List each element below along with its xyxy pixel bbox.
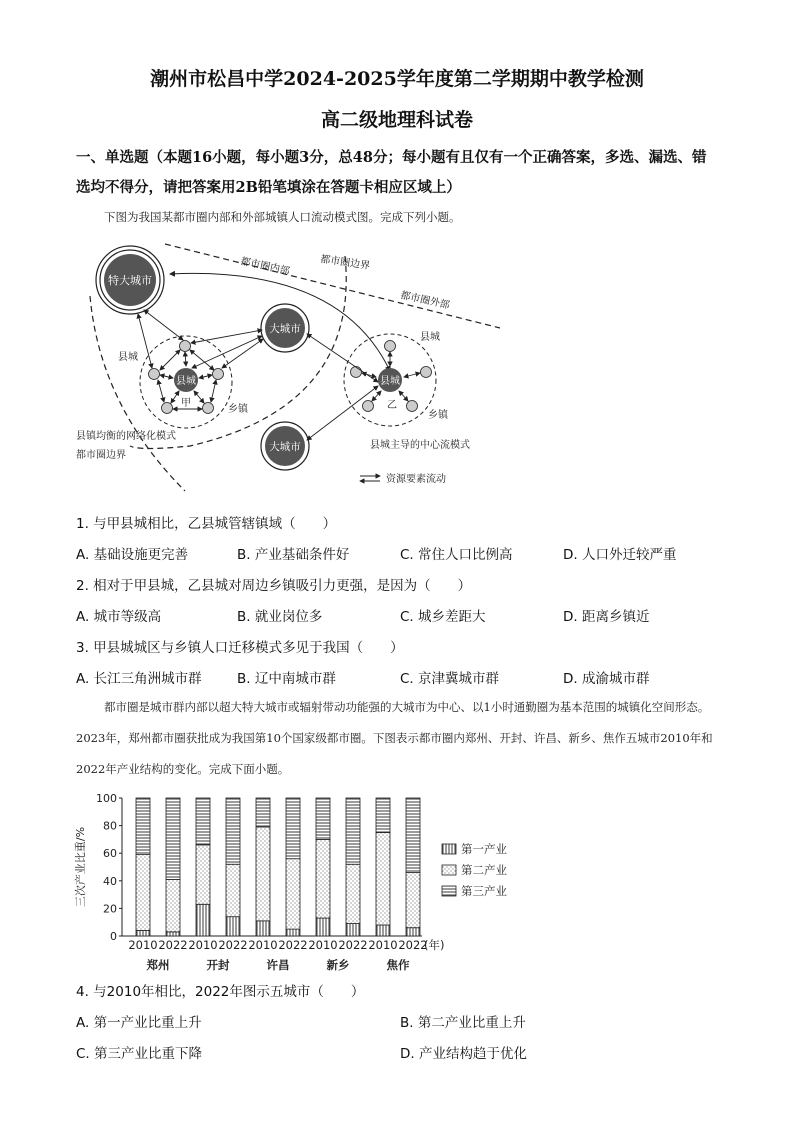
city-group-label: 郑州 [146, 958, 170, 972]
town-node [421, 367, 432, 378]
town-node [213, 369, 224, 380]
question-3-option-a: A. 长江三角洲城市群 [76, 671, 202, 687]
question-4-stem: 4. 与2010年相比，2022年图示五城市（ ） [76, 984, 365, 1000]
x-tick-label: 2010 [308, 938, 338, 952]
bar-segment [196, 798, 210, 845]
bar-segment [226, 798, 240, 864]
legend-label: 第三产业 [461, 884, 507, 898]
legend-label: 第一产业 [461, 842, 507, 856]
bar-segment [406, 873, 420, 928]
section-heading: 一、单选题（本题16小题，每小题3分，总48分；每小题有且仅有一个正确答案，多选、漏选、错选均不得分，请把答案用2B铅笔填涂在答题卡相应区域上） [76, 149, 707, 196]
question-4-option-d: D. 产业结构趋于优化 [400, 1046, 527, 1062]
bar-segment [406, 928, 420, 936]
big-city2-label: 大城市 [269, 441, 301, 453]
question-2-option-c: C. 城乡差距大 [400, 609, 486, 625]
metro-border-top-label: 都市圈边界 [319, 254, 371, 272]
y-tick-label: 80 [103, 819, 117, 833]
question-2-option-b: B. 就业岗位多 [237, 609, 323, 625]
bar-segment [346, 864, 360, 923]
industry-structure-chart [70, 786, 507, 976]
question-1-stem: 1. 与甲县城相比，乙县城管辖镇域（ ） [76, 516, 337, 532]
bar-segment [406, 798, 420, 873]
question-2-option-a: A. 城市等级高 [76, 609, 162, 625]
city-group-label: 新乡 [326, 958, 350, 972]
y-tick-label: 60 [103, 847, 117, 861]
question-4-option-b: B. 第二产业比重上升 [400, 1015, 526, 1031]
question-1-option-a: A. 基础设施更完善 [76, 547, 189, 563]
boundary-line-left [90, 296, 185, 491]
x-tick-label: 2022 [338, 938, 368, 952]
town-node [162, 403, 173, 414]
legend-swatch [442, 886, 456, 896]
metro-inner-label: 都市圈内部 [239, 256, 291, 278]
question-1-option-d: D. 人口外迁较严重 [563, 547, 677, 563]
bar-segment [256, 827, 270, 921]
y-tick-label: 100 [96, 792, 117, 805]
mode-right-label: 县城主导的中心流模式 [370, 440, 470, 451]
x-tick-label: 2022 [158, 938, 188, 952]
legend-swatch [442, 865, 456, 875]
bar-segment [376, 925, 390, 936]
jia-label: 甲 [181, 398, 191, 409]
question-4-option-c: C. 第三产业比重下降 [76, 1046, 203, 1062]
x-tick-label: 2022 [278, 938, 308, 952]
town-node [363, 401, 374, 412]
question-1-option-b: B. 产业基础条件好 [237, 547, 350, 563]
county-jia-label: 县城 [176, 376, 196, 387]
town-node [203, 403, 214, 414]
county-label-right: 县城 [420, 332, 440, 343]
bar-segment [166, 932, 180, 936]
question-2-option-d: D. 距离乡镇近 [563, 609, 650, 625]
bar-segment [286, 859, 300, 929]
bar-segment [286, 929, 300, 936]
special-city-label: 特大城市 [108, 274, 152, 287]
metro-outer-label: 都市圈外部 [399, 290, 451, 312]
legend-flow-label: 资源要素流动 [386, 474, 446, 485]
town-label-right: 乡镇 [428, 410, 448, 421]
x-tick-label: 2010 [248, 938, 278, 952]
town-node [180, 341, 191, 352]
bar-segment [136, 798, 150, 855]
x-tick-label: 2010 [128, 938, 158, 952]
bar-segment [226, 864, 240, 916]
bar-segment [226, 917, 240, 936]
town-node [149, 369, 160, 380]
bar-segment [166, 798, 180, 879]
bar-segment [136, 855, 150, 931]
city-group-label: 许昌 [266, 958, 290, 972]
county-label-left: 县城 [118, 352, 138, 363]
y-axis-label: 三次产业比重/% [74, 826, 87, 908]
x-axis-unit: (年) [424, 938, 445, 952]
town-node [407, 401, 418, 412]
question-3-option-b: B. 辽中南城市群 [237, 671, 336, 687]
city-group-label: 开封 [206, 958, 230, 972]
city-group-label: 焦作 [386, 958, 410, 972]
legend-flow-arrow [360, 476, 380, 481]
bar-segment [316, 839, 330, 918]
bar-segment [286, 798, 300, 859]
x-tick-label: 2010 [368, 938, 398, 952]
legend-label: 第二产业 [461, 863, 507, 877]
bar-segment [256, 921, 270, 936]
question-4-option-a: A. 第一产业比重上升 [76, 1015, 202, 1031]
passage-2: 都市圈是城市群内部以超大特大城市或辐射带动功能强的大城市为中心、以1小时通勤圈为基本范围的城镇化空间形态。2023年，郑州都市圈获批成为我国第10个国家级都市圈。下图表示都市圈内郑州、开封、许昌、新乡、焦作五城市2010年和2022年产业结构的变化。完成下面小题。 [76, 700, 713, 776]
x-tick-label: 2010 [188, 938, 218, 952]
bar-segment [316, 918, 330, 936]
bar-segment [196, 904, 210, 936]
x-tick-label: 2022 [218, 938, 248, 952]
mode-left-border-label: 都市圈边界 [76, 450, 126, 461]
bar-segment [256, 798, 270, 827]
question-3-stem: 3. 甲县城城区与乡镇人口迁移模式多见于我国（ ） [76, 640, 404, 656]
question-1-option-c: C. 常住人口比例高 [400, 547, 513, 563]
question-3-option-c: C. 京津冀城市群 [400, 671, 500, 687]
bar-segment [376, 798, 390, 833]
bar-segment [166, 879, 180, 931]
bar-segment [346, 924, 360, 936]
diagram-intro: 下图为我国某都市圈内部和外部城镇人口流动模式图。完成下列小题。 [104, 210, 461, 224]
bar-segment [346, 798, 360, 864]
legend-swatch [442, 844, 456, 854]
population-flow-diagram [70, 236, 510, 496]
big-city1-label: 大城市 [269, 323, 301, 335]
bar-segment [136, 930, 150, 936]
town-label-left: 乡镇 [228, 404, 248, 415]
mode-left-label: 县镇均衡的网络化模式 [76, 431, 176, 442]
y-tick-label: 20 [103, 902, 117, 916]
x-tick-label: 2022 [398, 938, 428, 952]
county-yi-label: 县城 [380, 376, 400, 387]
exam-title-line1: 潮州市松昌中学2024-2025学年度第二学期期中教学检测 [150, 68, 644, 90]
town-node [385, 341, 396, 352]
question-3-option-d: D. 成渝城市群 [563, 671, 650, 687]
bar-segment [196, 845, 210, 904]
bar-segment [316, 798, 330, 839]
exam-title-line2: 高二级地理科试卷 [320, 109, 473, 131]
y-tick-label: 0 [110, 930, 117, 943]
town-node [351, 367, 362, 378]
yi-label: 乙 [387, 400, 397, 411]
question-2-stem: 2. 相对于甲县城，乙县城对周边乡镇吸引力更强，是因为（ ） [76, 578, 472, 594]
y-tick-label: 40 [103, 874, 117, 888]
bar-segment [376, 833, 390, 925]
